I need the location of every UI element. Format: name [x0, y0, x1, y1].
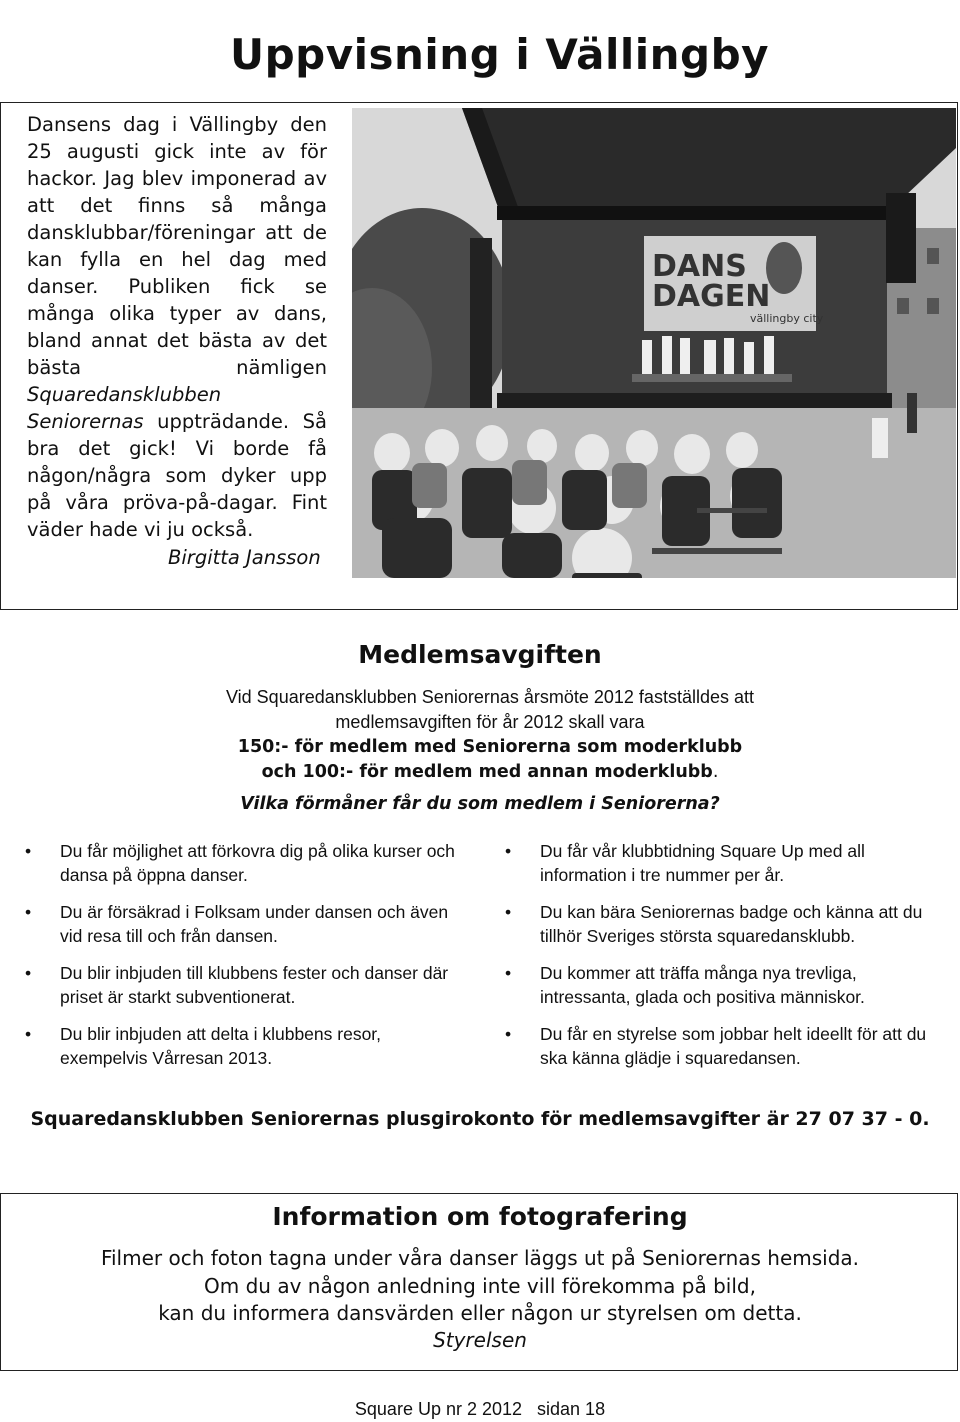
plusgiro-account: Squaredansklubben Seniorernas plusgirokonto för medlemsavgifter är 27 07 37 - 0. [30, 1108, 930, 1130]
article-body [27, 111, 327, 543]
benefits-list-left [25, 840, 465, 1084]
article-author: Birgitta Jansson [168, 546, 321, 569]
membership-fee [120, 735, 860, 785]
list-item: • Du får vår klubbtidning Square Up med all information i tre nummer per år. [505, 840, 945, 887]
article-text-start: Dansens dag i Vällingby den 25 augusti gick inte av för hackor. Jag blev imponerad av att det finns så många dansklubbar/föreningar att de kan fylla en hel dag med danser. Publiken fick se många olika typer av dans, bland annat det bästa av det bästa nämligen [27, 113, 327, 379]
list-item: • Du blir inbjuden att delta i klubbens resor, exempelvis Vårresan 2013. [25, 1023, 465, 1070]
article-title: Uppvisning i Vällingby [230, 30, 770, 79]
info-text [0, 1245, 960, 1328]
benefits-question: Vilka förmåner får du som medlem i Seniorerna? [240, 794, 720, 814]
list-item: • Du kommer att träffa många nya trevliga, intressanta, glada och positiva människor. [505, 962, 945, 1009]
info-signoff: Styrelsen [433, 1328, 527, 1352]
membership-intro-line1: Vid Squaredansklubben Seniorernas årsmöte 2012 fastställdes att [225, 687, 754, 707]
fee-line-2-end: . [712, 762, 719, 782]
article-text-end: uppträdande. Så bra det gick! Vi borde få någon/några som dyker upp på våra pröva-på-dagar. Fint väder hade vi ju också. [27, 410, 327, 541]
banner-dagen: DAGEN [652, 279, 771, 314]
list-item: • Du får möjlighet att förkovra dig på olika kurser och dansa på öppna danser. [25, 840, 465, 887]
stage-photo [352, 108, 956, 578]
fee-line-2: och 100:- för medlem med annan moderklubb [261, 762, 713, 782]
info-line-3: kan du informera dansvärden eller någon ur styrelsen om detta. [158, 1301, 802, 1325]
membership-heading: Medlemsavgiften [358, 640, 602, 669]
membership-intro [120, 685, 860, 735]
benefits-list-right [505, 840, 945, 1084]
info-heading: Information om fotografering [272, 1202, 688, 1231]
info-line-1: Filmer och foton tagna under våra danser läggs ut på Seniorernas hemsida. [100, 1246, 860, 1270]
list-item: • Du får en styrelse som jobbar helt ideellt för att du ska känna glädje i squaredansen. [505, 1023, 945, 1070]
banner-dans: DANS [652, 249, 747, 284]
info-line-2: Om du av någon anledning inte vill förekomma på bild, [204, 1273, 756, 1298]
list-item: • Du kan bära Seniorernas badge och känna att du tillhör Sveriges största squaredansklubb. [505, 901, 945, 948]
membership-intro-line2: medlemsavgiften för år 2012 skall vara [335, 712, 645, 732]
list-item: • Du blir inbjuden till klubbens fester och danser där priset är starkt subventionerat. [25, 962, 465, 1009]
stage-photo-illustration [352, 108, 956, 578]
banner-sponsor: vällingby city [750, 312, 824, 325]
page-footer: Square Up nr 2 2012 sidan 18 [354, 1399, 606, 1419]
fee-line-1: 150:- för medlem med Seniorerna som moderklubb [237, 737, 743, 757]
list-item: • Du är försäkrad i Folksam under dansen och även vid resa till och från dansen. [25, 901, 465, 948]
club-name: Squaredansklubben Seniorernas [27, 383, 222, 433]
